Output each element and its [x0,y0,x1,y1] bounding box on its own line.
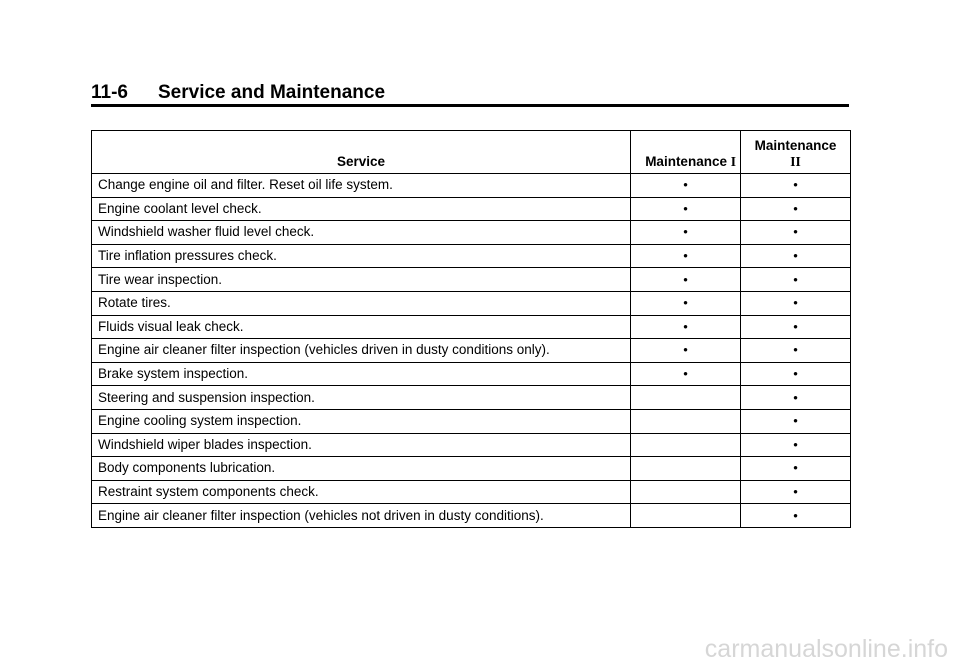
maintenance-1-cell [631,386,741,410]
maintenance-2-cell: • [741,315,851,339]
table-row [92,221,851,245]
maintenance-1-cell: • [631,174,741,198]
maintenance-2-cell: • [741,197,851,221]
service-cell: Fluids visual leak check. [92,315,631,339]
service-cell: Body components lubrication. [92,457,631,481]
maintenance-2-cell: • [741,409,851,433]
maintenance-1-cell: • [631,315,741,339]
header-maintenance-1 [631,131,741,174]
header-maintenance-1-roman: I [730,154,736,169]
service-cell: Engine coolant level check. [92,197,631,221]
maintenance-1-cell: • [631,339,741,363]
maintenance-1-cell [631,480,741,504]
service-cell: Tire inflation pressures check. [92,244,631,268]
maintenance-2-cell: • [741,244,851,268]
table-row [92,504,851,528]
maintenance-1-cell: • [631,268,741,292]
header-maintenance-1-word: Maintenance [645,154,727,169]
table-header-row [92,131,851,174]
maintenance-1-cell: • [631,244,741,268]
table-row [92,457,851,481]
header-service-label: Service [336,154,386,169]
maintenance-2-cell: • [741,386,851,410]
table-row [92,480,851,504]
table-row [92,339,851,363]
table-row [92,386,851,410]
service-cell: Windshield wiper blades inspection. [92,433,631,457]
service-cell: Restraint system components check. [92,480,631,504]
maintenance-2-cell: • [741,504,851,528]
table-row [92,268,851,292]
header-maintenance-2 [741,131,851,174]
header-maintenance-2-word: Maintenance [754,138,837,153]
maintenance-1-cell [631,504,741,528]
table-row [92,433,851,457]
service-cell: Brake system inspection. [92,362,631,386]
table-row [92,197,851,221]
table-row [92,291,851,315]
service-cell: Rotate tires. [92,291,631,315]
maintenance-2-cell: • [741,457,851,481]
table-row [92,174,851,198]
maintenance-2-cell: • [741,433,851,457]
maintenance-1-cell: • [631,291,741,315]
maintenance-1-cell [631,433,741,457]
maintenance-schedule-table [91,130,851,528]
maintenance-2-cell: • [741,291,851,315]
maintenance-2-cell: • [741,362,851,386]
service-cell: Engine air cleaner filter inspection (vehicles driven in dusty conditions only). [92,339,631,363]
service-cell: Windshield washer fluid level check. [92,221,631,245]
maintenance-2-cell: • [741,268,851,292]
section-title: Service and Maintenance [158,82,386,103]
page-header [91,82,849,107]
maintenance-1-cell: • [631,221,741,245]
maintenance-1-cell [631,457,741,481]
maintenance-2-cell: • [741,339,851,363]
header-service [92,131,631,174]
service-cell: Engine cooling system inspection. [92,409,631,433]
page-number: 11-6 [91,82,128,103]
table-row [92,409,851,433]
service-cell: Tire wear inspection. [92,268,631,292]
maintenance-2-cell: • [741,221,851,245]
maintenance-2-cell: • [741,174,851,198]
maintenance-1-cell: • [631,362,741,386]
table-row [92,244,851,268]
service-cell: Change engine oil and filter. Reset oil life system. [92,174,631,198]
table-row [92,362,851,386]
table-row [92,315,851,339]
watermark: carmanualsonline.info [704,635,948,663]
service-cell: Engine air cleaner filter inspection (vehicles not driven in dusty conditions). [92,504,631,528]
service-cell: Steering and suspension inspection. [92,386,631,410]
maintenance-1-cell [631,409,741,433]
maintenance-1-cell: • [631,197,741,221]
maintenance-2-cell: • [741,480,851,504]
header-maintenance-2-roman: II [790,154,801,169]
